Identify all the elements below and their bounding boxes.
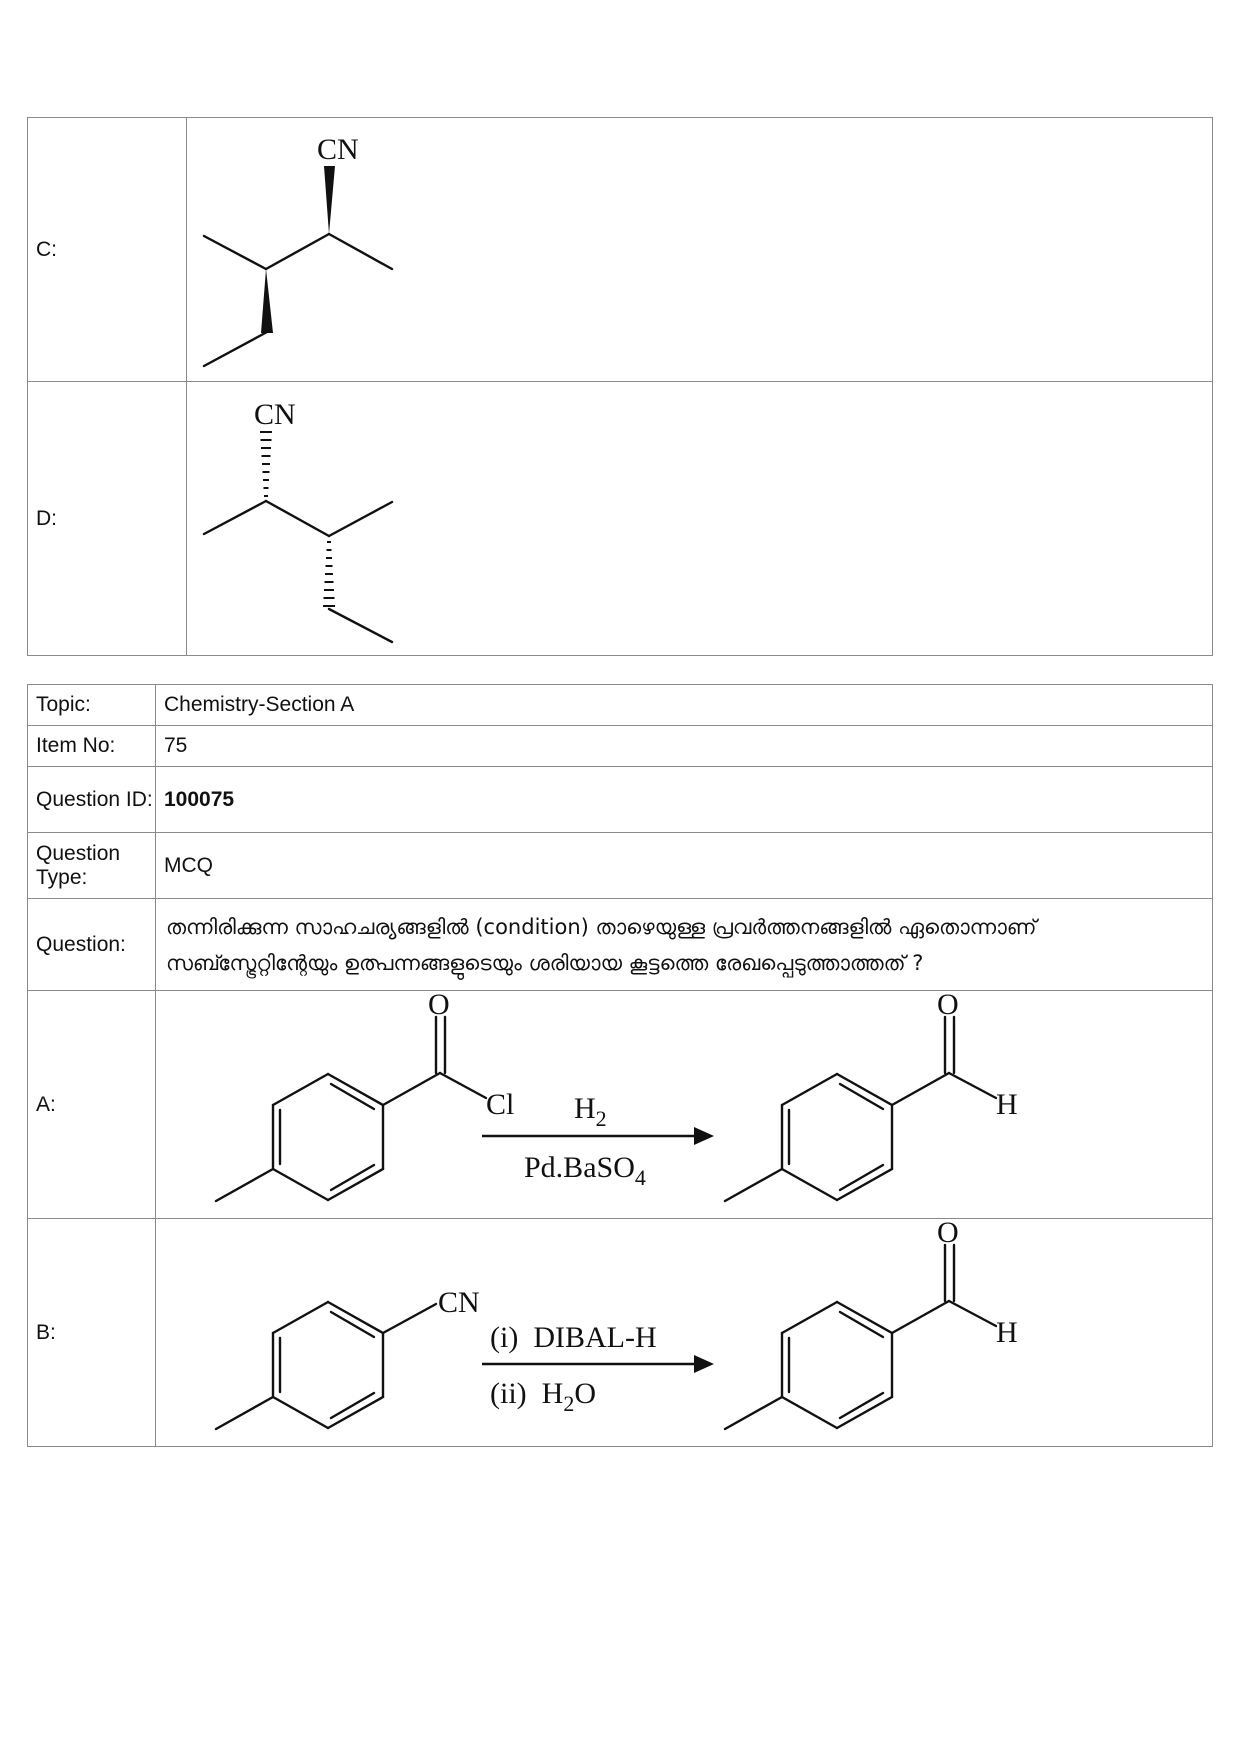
- question-id-row: [28, 767, 1213, 833]
- question-type-label: Question Type:: [28, 833, 156, 899]
- wedge-bond: [324, 166, 335, 234]
- product-structure: [725, 1017, 996, 1201]
- question-row: [28, 899, 1213, 991]
- option-a-reaction: [156, 992, 1206, 1218]
- bond: [266, 501, 329, 536]
- reagent-bottom: (ii) $H_2O$: [490, 1376, 596, 1416]
- question-line-2: സബ്സ്ട്രേറ്റിന്റേയും ഉത്പന്നങ്ങളുടെയും ശരിയായ കൂട്ടത്തെ രേഖപ്പെടുത്താത്തത് ?: [166, 950, 924, 975]
- question-type-value: MCQ: [156, 833, 1213, 899]
- reactant-structure: [216, 1017, 486, 1201]
- option-b-reaction-cell: [156, 1219, 1213, 1447]
- option-a-reaction-cell: [156, 991, 1213, 1219]
- option-d-structure: [187, 384, 447, 654]
- option-b-row: [28, 1219, 1213, 1447]
- bond: [329, 502, 392, 536]
- option-d-structure-cell: [187, 382, 1213, 656]
- option-b-label: B:: [28, 1219, 156, 1447]
- reagent-top: $H_2$: [574, 1091, 607, 1131]
- cn-group-text: CN: [254, 397, 296, 431]
- reagent-top: (i) DIBAL-H: [490, 1320, 657, 1354]
- oxygen-text: O: [428, 991, 450, 1021]
- topic-label: Topic:: [28, 685, 156, 726]
- bond: [266, 234, 329, 269]
- question-table: [27, 684, 1213, 1447]
- cn-group-text: CN: [438, 1285, 480, 1319]
- oxygen-text: O: [937, 1219, 959, 1249]
- question-type-row: [28, 833, 1213, 899]
- hydrogen-text: H: [996, 1087, 1018, 1121]
- option-b-reaction: [156, 1220, 1206, 1446]
- question-label: Question:: [28, 899, 156, 991]
- arrow-head: [694, 1355, 714, 1373]
- bond: [204, 332, 267, 366]
- question-line-1: തന്നിരിക്കുന്ന സാഹചര്യങ്ങളിൽ (condition) താഴെയുള്ള പ്രവർത്തനങ്ങളിൽ ഏതൊന്നാണ്: [166, 914, 1037, 939]
- product-structure: [725, 1245, 996, 1429]
- option-d-row: [28, 382, 1213, 656]
- reagent-bottom: Pd.BaSO$_4$: [524, 1150, 646, 1190]
- item-label: Item No:: [28, 726, 156, 767]
- bond: [329, 234, 392, 269]
- item-row: [28, 726, 1213, 767]
- topic-value: Chemistry-Section A: [156, 685, 1213, 726]
- question-text: [156, 899, 1213, 991]
- hash-bond: [323, 542, 335, 606]
- chlorine-text: Cl: [486, 1087, 515, 1121]
- reactant-structure: [216, 1302, 436, 1429]
- option-c-structure-cell: [187, 118, 1213, 382]
- bond: [329, 609, 392, 642]
- bond: [204, 501, 266, 534]
- option-c-structure: [187, 119, 447, 381]
- topic-row: [28, 685, 1213, 726]
- item-value: 75: [156, 726, 1213, 767]
- option-a-label: A:: [28, 991, 156, 1219]
- cn-group-text: CN: [317, 132, 359, 166]
- arrow-head: [694, 1127, 714, 1145]
- question-id-label: Question ID:: [28, 767, 156, 833]
- options-cd-table: [27, 117, 1213, 656]
- wedge-bond: [261, 269, 273, 333]
- option-c-label: C:: [28, 118, 187, 382]
- option-d-label: D:: [28, 382, 187, 656]
- bond: [204, 236, 266, 269]
- hash-bond: [260, 432, 272, 496]
- option-a-row: [28, 991, 1213, 1219]
- hydrogen-text: H: [996, 1315, 1018, 1349]
- oxygen-text: O: [937, 991, 959, 1021]
- option-c-row: [28, 118, 1213, 382]
- question-id-value: 100075: [156, 767, 1213, 833]
